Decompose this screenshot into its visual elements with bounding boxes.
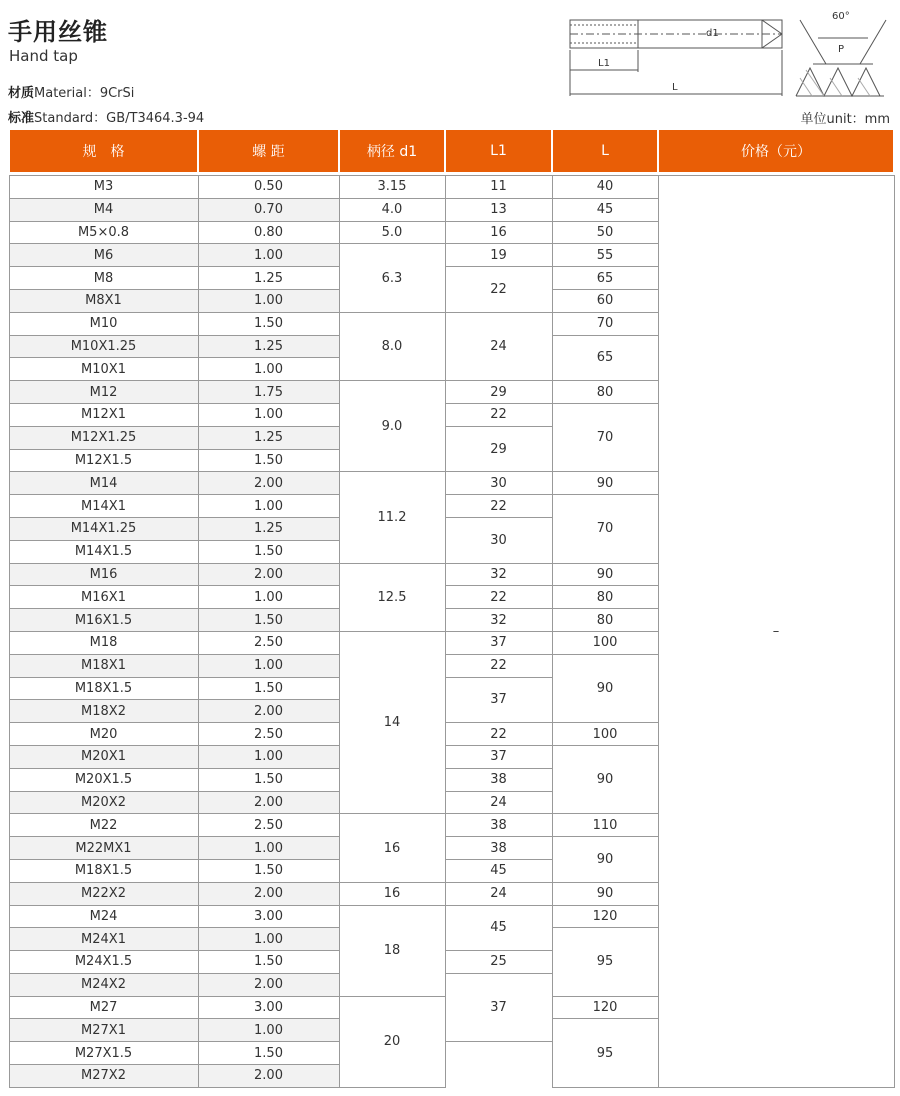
l1-cell: 13 [445, 198, 552, 221]
l1-cell: 30 [445, 472, 552, 495]
pitch-cell: 1.00 [198, 403, 339, 426]
spec-cell: M20X2 [9, 791, 198, 814]
spec-cell: M22MX1 [9, 837, 198, 860]
tap-diagram [568, 8, 898, 103]
l-cell: 65 [552, 267, 658, 290]
l1-cell: 37 [445, 745, 552, 768]
pitch-cell: 1.50 [198, 540, 339, 563]
l1-cell: 22 [445, 723, 552, 746]
spec-cell: M12X1 [9, 403, 198, 426]
pitch-cell: 2.00 [198, 563, 339, 586]
d1-cell: 14 [339, 631, 445, 813]
d1-cell: 11.2 [339, 472, 445, 563]
l-cell: 90 [552, 563, 658, 586]
l-label: L [672, 82, 678, 93]
pitch-cell: 2.50 [198, 723, 339, 746]
spec-cell: M12 [9, 381, 198, 404]
l1-cell: 38 [445, 814, 552, 837]
pitch-cell: 1.00 [198, 495, 339, 518]
pitch-cell: 1.00 [198, 586, 339, 609]
pitch-cell: 1.50 [198, 312, 339, 335]
spec-cell: M18 [9, 631, 198, 654]
d1-cell: 20 [339, 996, 445, 1087]
d1-cell: 3.15 [339, 176, 445, 199]
page-title: 手用丝锥 [8, 18, 108, 46]
pitch-cell: 1.00 [198, 928, 339, 951]
l-cell: 90 [552, 745, 658, 813]
pitch-cell: 1.25 [198, 517, 339, 540]
l-cell: 100 [552, 631, 658, 654]
pitch-cell: 1.00 [198, 654, 339, 677]
spec-cell: M27X2 [9, 1065, 198, 1088]
pitch-cell: 1.50 [198, 609, 339, 632]
l1-cell: 38 [445, 768, 552, 791]
pitch-cell: 1.00 [198, 1019, 339, 1042]
l-cell: 90 [552, 837, 658, 883]
l1-cell: 37 [445, 631, 552, 654]
pitch-cell: 2.50 [198, 814, 339, 837]
l1-cell: 29 [445, 426, 552, 472]
l-cell: 120 [552, 996, 658, 1019]
spec-cell: M20 [9, 723, 198, 746]
l1-cell: 37 [445, 973, 552, 1041]
l1-cell: 22 [445, 654, 552, 677]
spec-cell: M6 [9, 244, 198, 267]
d1-cell: 5.0 [339, 221, 445, 244]
l-cell: 95 [552, 1019, 658, 1087]
spec-cell: M12X1.25 [9, 426, 198, 449]
spec-cell: M18X1.5 [9, 677, 198, 700]
l1-cell: 30 [445, 517, 552, 563]
l-cell: 70 [552, 403, 658, 471]
pitch-cell: 2.50 [198, 631, 339, 654]
d1-cell: 9.0 [339, 381, 445, 472]
pitch-cell: 1.25 [198, 426, 339, 449]
header-l: L [552, 130, 658, 172]
l1-cell: 19 [445, 244, 552, 267]
spec-cell: M18X2 [9, 700, 198, 723]
spec-cell: M24 [9, 905, 198, 928]
page-subtitle: Hand tap [9, 47, 78, 65]
material-line [8, 82, 134, 101]
price-cell: – [658, 176, 894, 1088]
d1-cell: 12.5 [339, 563, 445, 631]
spec-cell: M14 [9, 472, 198, 495]
spec-cell: M16X1.5 [9, 609, 198, 632]
pitch-cell: 2.00 [198, 791, 339, 814]
pitch-cell: 0.50 [198, 176, 339, 199]
spec-cell: M27X1 [9, 1019, 198, 1042]
spec-cell: M24X1.5 [9, 951, 198, 974]
l-cell: 60 [552, 289, 658, 312]
l1-cell: 22 [445, 586, 552, 609]
spec-cell: M18X1 [9, 654, 198, 677]
pitch-cell: 1.50 [198, 859, 339, 882]
pitch-label: P [838, 44, 845, 55]
l1-cell: 32 [445, 609, 552, 632]
l1-label: L1 [598, 58, 610, 69]
unit-label: 单位unit：mm [800, 112, 890, 127]
spec-cell: M20X1.5 [9, 768, 198, 791]
l-cell: 45 [552, 198, 658, 221]
l-cell: 55 [552, 244, 658, 267]
spec-cell: M16 [9, 563, 198, 586]
angle-label: 60° [832, 11, 850, 22]
l1-cell: 16 [445, 221, 552, 244]
l1-cell: 25 [445, 951, 552, 974]
pitch-cell: 1.00 [198, 244, 339, 267]
l-cell: 100 [552, 723, 658, 746]
l-cell: 90 [552, 882, 658, 905]
l1-cell: 22 [445, 403, 552, 426]
header-l1: L1 [445, 130, 552, 172]
pitch-cell: 2.00 [198, 973, 339, 996]
pitch-cell: 1.25 [198, 267, 339, 290]
pitch-cell: 1.50 [198, 677, 339, 700]
spec-cell: M14X1.5 [9, 540, 198, 563]
l-cell: 95 [552, 928, 658, 996]
l1-cell: 24 [445, 312, 552, 380]
l-cell: 120 [552, 905, 658, 928]
pitch-cell: 1.00 [198, 289, 339, 312]
l-cell: 65 [552, 335, 658, 381]
spec-cell: M22 [9, 814, 198, 837]
header-pitch: 螺 距 [198, 130, 339, 172]
spec-cell: M27X1.5 [9, 1042, 198, 1065]
l1-cell: 45 [445, 859, 552, 882]
pitch-cell: 0.80 [198, 221, 339, 244]
spec-cell: M4 [9, 198, 198, 221]
material-text: Material：9CrSi [34, 86, 135, 101]
pitch-cell: 1.50 [198, 951, 339, 974]
spec-cell: M24X2 [9, 973, 198, 996]
pitch-cell: 1.00 [198, 358, 339, 381]
spec-cell: M14X1.25 [9, 517, 198, 540]
l-cell: 70 [552, 495, 658, 563]
l1-cell: 38 [445, 837, 552, 860]
l1-cell: 29 [445, 381, 552, 404]
l1-cell: 24 [445, 791, 552, 814]
spec-cell: M27 [9, 996, 198, 1019]
spec-cell: M14X1 [9, 495, 198, 518]
pitch-cell: 1.50 [198, 1042, 339, 1065]
pitch-cell: 2.00 [198, 700, 339, 723]
d1-label: d1 [706, 28, 719, 39]
pitch-cell: 3.00 [198, 905, 339, 928]
header-d1: 柄径 d1 [339, 130, 445, 172]
l-cell: 70 [552, 312, 658, 335]
spec-table [8, 130, 895, 1088]
pitch-cell: 2.00 [198, 1065, 339, 1088]
l-cell: 80 [552, 609, 658, 632]
spec-table-body [9, 172, 894, 1087]
pitch-cell: 1.00 [198, 745, 339, 768]
spec-cell: M5×0.8 [9, 221, 198, 244]
d1-cell: 8.0 [339, 312, 445, 380]
spec-cell: M10 [9, 312, 198, 335]
l-cell: 50 [552, 221, 658, 244]
spec-cell: M8X1 [9, 289, 198, 312]
spec-cell: M10X1 [9, 358, 198, 381]
l1-cell: 45 [445, 905, 552, 951]
spec-cell: M18X1.5 [9, 859, 198, 882]
l1-cell: 37 [445, 677, 552, 723]
spec-cell: M20X1 [9, 745, 198, 768]
standard-line [8, 107, 204, 126]
pitch-cell: 0.70 [198, 198, 339, 221]
spec-cell: M12X1.5 [9, 449, 198, 472]
l1-cell: 22 [445, 267, 552, 313]
spec-cell: M16X1 [9, 586, 198, 609]
spec-cell: M24X1 [9, 928, 198, 951]
pitch-cell: 1.75 [198, 381, 339, 404]
spec-cell: M22X2 [9, 882, 198, 905]
spec-cell: M10X1.25 [9, 335, 198, 358]
l1-cell: 11 [445, 176, 552, 199]
l-cell: 80 [552, 586, 658, 609]
spec-cell: M3 [9, 176, 198, 199]
l-cell: 40 [552, 176, 658, 199]
d1-cell: 18 [339, 905, 445, 996]
header-price: 价格（元） [658, 130, 894, 172]
pitch-cell: 2.00 [198, 472, 339, 495]
l1-cell: 24 [445, 882, 552, 905]
spec-cell: M8 [9, 267, 198, 290]
pitch-cell: 3.00 [198, 996, 339, 1019]
d1-cell: 16 [339, 814, 445, 882]
standard-text: Standard：GB/T3464.3-94 [34, 111, 205, 126]
material-label: 材质 [8, 86, 35, 101]
d1-cell: 16 [339, 882, 445, 905]
standard-label: 标准 [8, 111, 35, 126]
thread-profile-icon [796, 20, 886, 96]
pitch-cell: 2.00 [198, 882, 339, 905]
pitch-cell: 1.50 [198, 768, 339, 791]
l-cell: 90 [552, 654, 658, 722]
l-cell: 90 [552, 472, 658, 495]
pitch-cell: 1.50 [198, 449, 339, 472]
l1-cell: 32 [445, 563, 552, 586]
l1-cell: 22 [445, 495, 552, 518]
pitch-cell: 1.25 [198, 335, 339, 358]
l-cell: 110 [552, 814, 658, 837]
header-spec: 规 格 [9, 130, 198, 172]
l-cell: 80 [552, 381, 658, 404]
table-row [9, 176, 894, 199]
pitch-cell: 1.00 [198, 837, 339, 860]
d1-cell: 6.3 [339, 244, 445, 312]
d1-cell: 4.0 [339, 198, 445, 221]
